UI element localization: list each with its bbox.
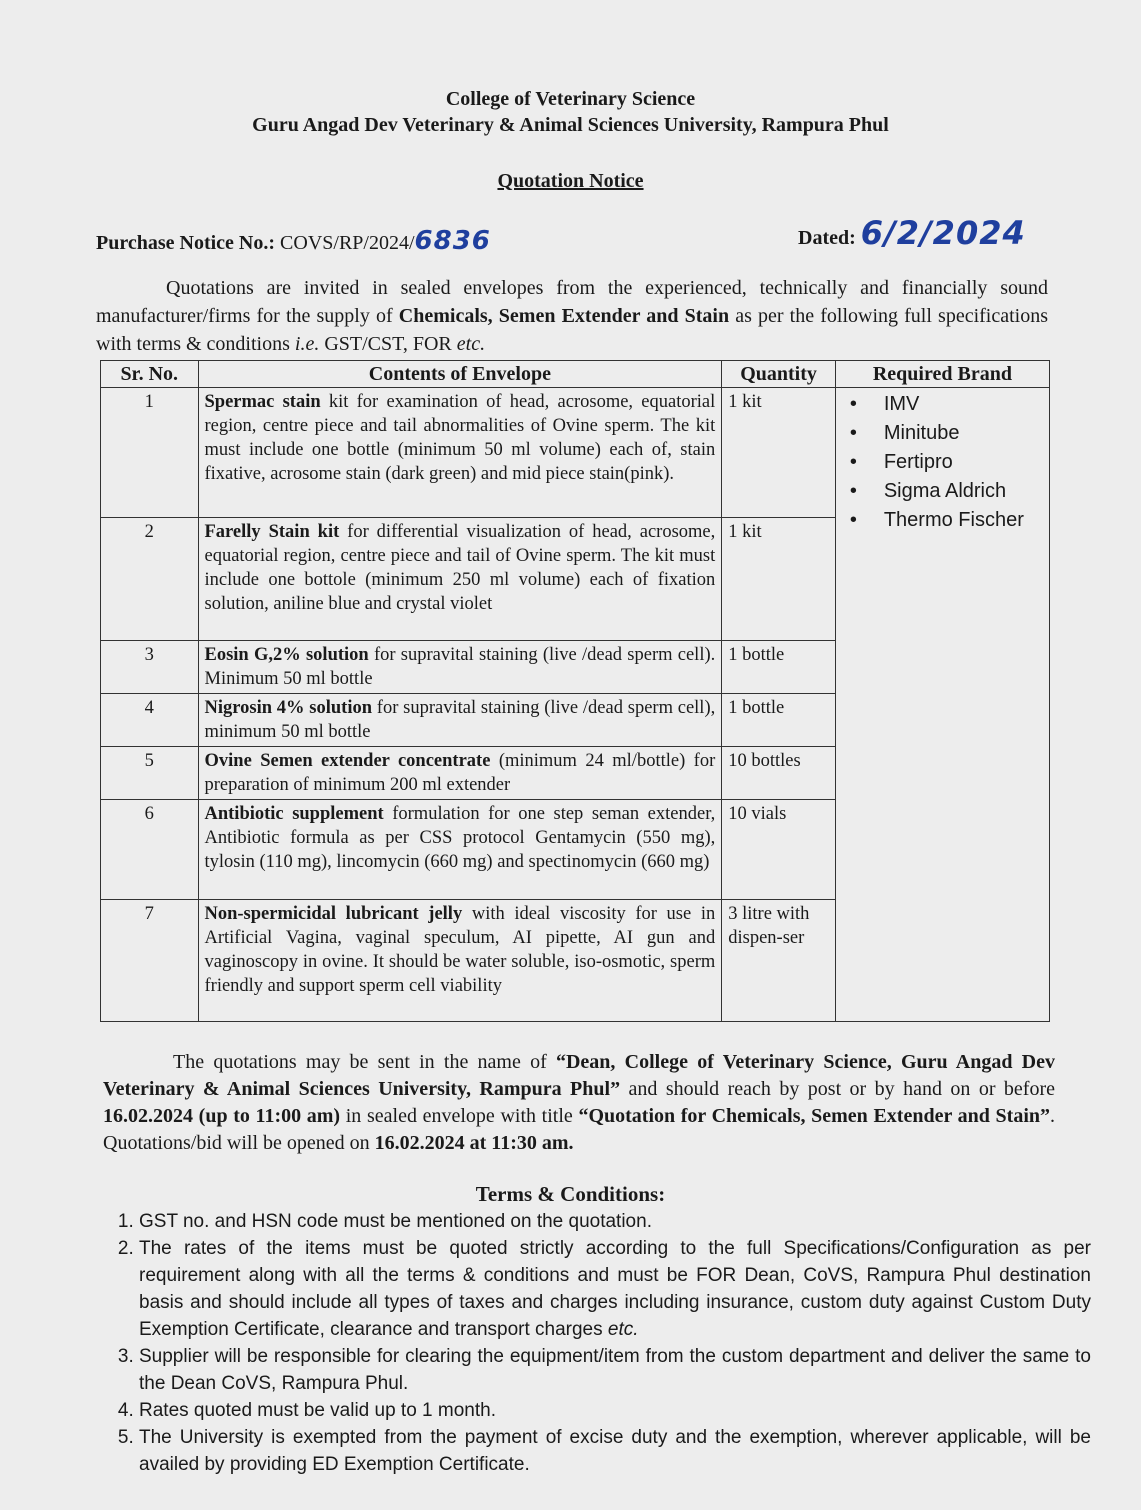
list-item: • Minitube (850, 419, 1043, 448)
dated: Dated: 6/2/2024 (798, 214, 1026, 252)
brand-list (842, 390, 1043, 535)
qty-cell: 10 vials (722, 800, 836, 900)
list-item: 3. Supplier will be responsible for clearing the equipment/item from the custom department and deliver the same to the Dean CoVS, Rampura Phul. (139, 1343, 1091, 1397)
header-quantity: Quantity (722, 361, 836, 388)
sr-cell: 7 (101, 900, 199, 1022)
handwritten-number: 6836 (414, 226, 491, 256)
college-name: College of Veterinary Science (445, 88, 696, 110)
qty-cell: 1 kit (722, 388, 836, 518)
list-item: 4. Rates quoted must be valid up to 1 month. (139, 1397, 1091, 1424)
contents-cell: Spermac stain kit for examination of head, acrosome, equatorial region, centre piece and tail abnormalities of Ovine sperm. The kit must include one bottle (minimum 50 ml volume) each of, stain fixative, acrosome stain (dark green) and mid piece stain(pink). (198, 388, 722, 518)
table-header-row (101, 361, 1050, 388)
purchase-notice-number: Purchase Notice No.: COVS/RP/2024/6836 (96, 226, 491, 256)
contents-cell: Ovine Semen extender concentrate (minimum 24 ml/bottle) for preparation of minimum 200 ml extender (198, 747, 722, 800)
qty-cell: 1 bottle (722, 641, 836, 694)
sr-cell: 5 (101, 747, 199, 800)
qty-cell: 3 litre with dispen-ser (722, 900, 836, 1022)
contents-cell: Farelly Stain kit for differential visualization of head, acrosome, equatorial region, centre piece and tail of Ovine sperm. The kit must include one bottole (minimum 250 ml volume) each of fixation solution, aniline blue and crystal violet (198, 518, 722, 641)
terms-title: Terms & Conditions: (475, 1182, 666, 1206)
submission-paragraph: The quotations may be sent in the name of “Dean, College of Veterinary Science, Guru Angad Dev Veterinary & Animal Sciences University, Rampura Phul” and should reach by post or by hand on or before 16.02.2024 (up to 11:00 am) in sealed envelope with title “Quotation for Chemicals, Semen Extender and Stain”. Quotations/bid will be opened on 16.02.2024 at 11:30 am. (103, 1051, 1056, 1154)
contents-cell: Antibiotic supplement formulation for one step seman extender, Antibiotic formula as per CSS protocol Gentamycin (550 mg), tylosin (110 mg), lincomycin (660 mg) and spectinomycin (660 mg) (198, 800, 722, 900)
list-item: • Sigma Aldrich (850, 477, 1043, 506)
header-sr-no: Sr. No. (101, 361, 199, 388)
contents-cell: Nigrosin 4% solution for supravital staining (live /dead sperm cell), minimum 50 ml bottle (198, 694, 722, 747)
contents-cell: Eosin G,2% solution for supravital staining (live /dead sperm cell). Minimum 50 ml bottle (198, 641, 722, 694)
sr-cell: 6 (101, 800, 199, 900)
sr-cell: 3 (101, 641, 199, 694)
list-item: • Fertipro (850, 448, 1043, 477)
table-row (101, 388, 1050, 518)
list-item: • Thermo Fischer (850, 506, 1043, 535)
list-item: 2. The rates of the items must be quoted strictly according to the full Specifications/Configuration as per requirement along with all the terms & conditions and must be FOR Dean, CoVS, Rampura Phul destination basis and should include all types of taxes and charges including insurance, custom duty against Custom Duty Exemption Certificate, clearance and transport charges etc. (139, 1235, 1091, 1343)
list-item: 5. The University is exempted from the payment of excise duty and the exemption, wherever applicable, will be availed by providing ED Exemption Certificate. (139, 1424, 1091, 1478)
qty-cell: 1 kit (722, 518, 836, 641)
sr-cell: 1 (101, 388, 199, 518)
qty-cell: 10 bottles (722, 747, 836, 800)
notice-title: Quotation Notice (497, 170, 644, 192)
handwritten-date: 6/2/2024 (860, 214, 1026, 252)
brand-cell (835, 388, 1049, 1022)
list-item: • IMV (850, 390, 1043, 419)
university-name: Guru Angad Dev Veterinary & Animal Sciences University, Rampura Phul (252, 114, 889, 136)
header-brand: Required Brand (835, 361, 1049, 388)
sr-cell: 2 (101, 518, 199, 641)
terms-list (103, 1208, 1091, 1478)
list-item: 1. GST no. and HSN code must be mentioned on the quotation. (139, 1208, 1091, 1235)
items-table (100, 360, 1050, 1022)
contents-cell: Non-spermicidal lubricant jelly with ideal viscosity for use in Artificial Vagina, vaginal speculum, AI pipette, AI gun and vaginoscopy in ovine. It should be water soluble, iso-osmotic, sperm friendly and support sperm cell viability (198, 900, 722, 1022)
header-contents: Contents of Envelope (198, 361, 722, 388)
sr-cell: 4 (101, 694, 199, 747)
qty-cell: 1 bottle (722, 694, 836, 747)
intro-paragraph: Quotations are invited in sealed envelopes from the experienced, technically and financially sound manufacturer/firms for the supply of Chemicals, Semen Extender and Stain as per the following full specifications with terms & conditions i.e. GST/CST, FOR etc. (96, 277, 1048, 355)
